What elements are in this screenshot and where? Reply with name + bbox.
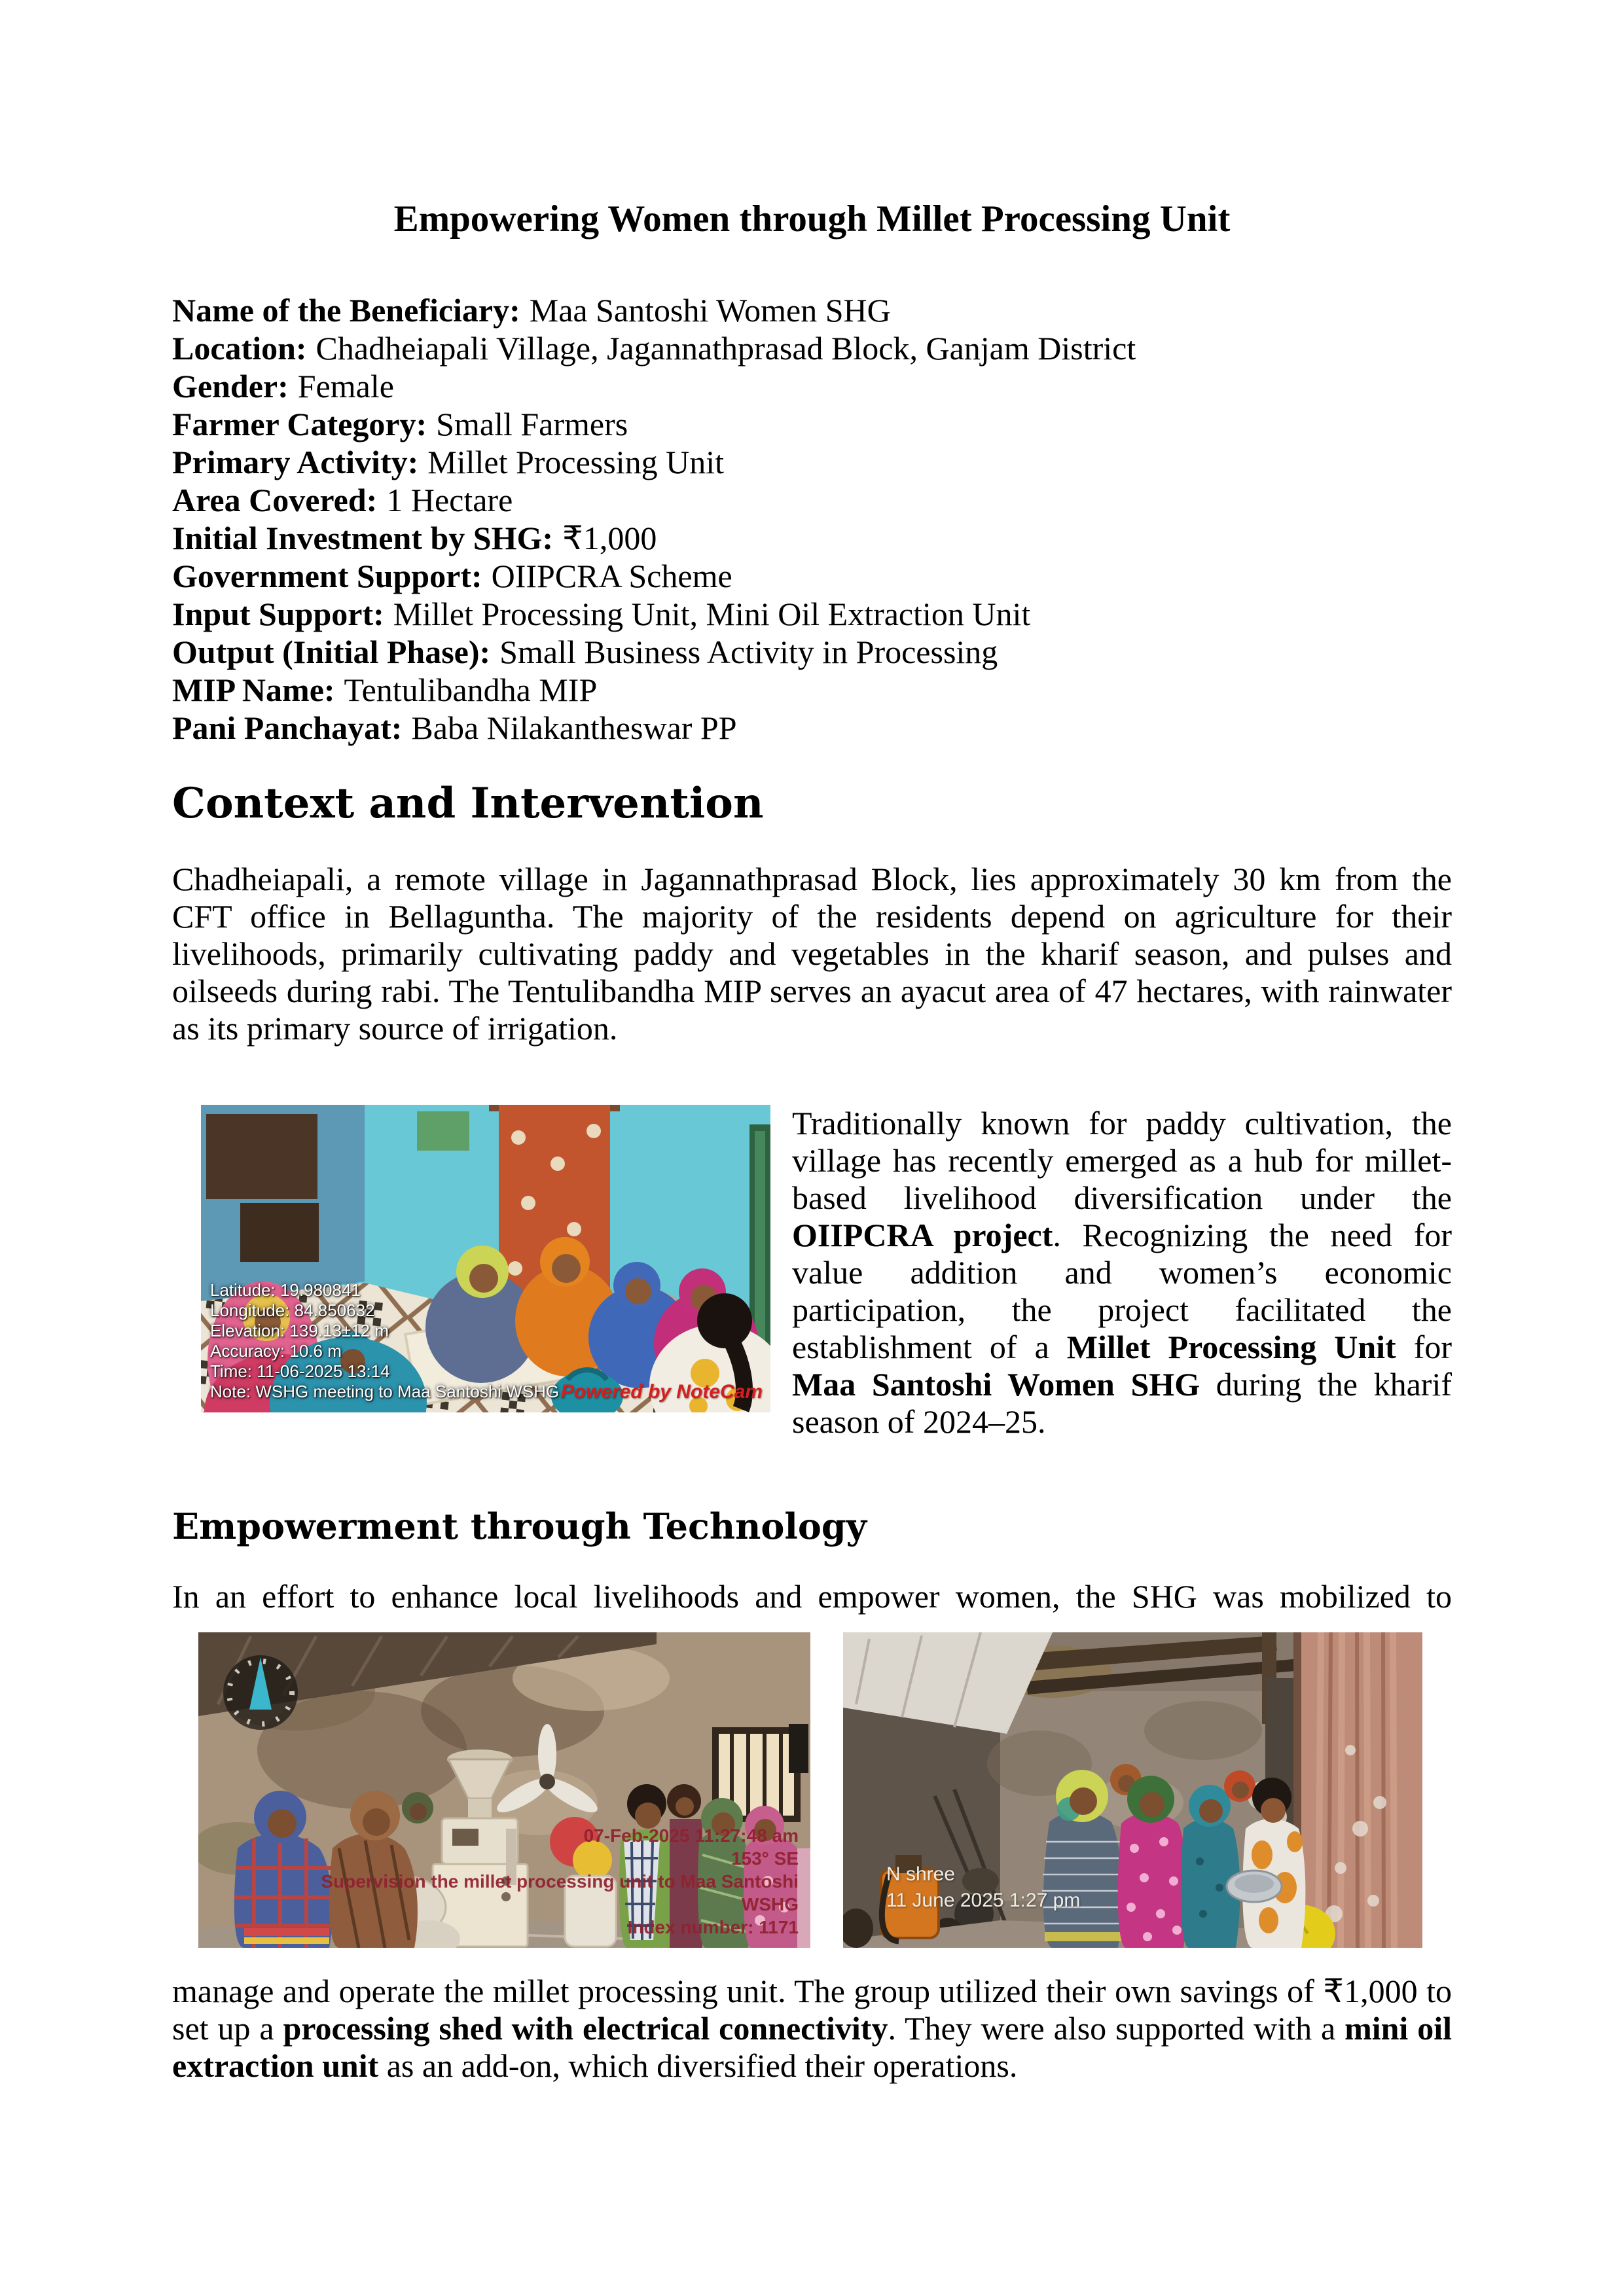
detail-label: Input Support:: [172, 596, 384, 632]
text-run: during the kharif season of 2024–25.: [792, 1366, 1452, 1440]
gps-overlay: [210, 1280, 559, 1402]
detail-line: [172, 633, 1452, 671]
photo-timestamp-overlay: [262, 1824, 799, 1939]
compass-icon: [223, 1655, 298, 1730]
photo-unit-supervision: [198, 1632, 810, 1948]
detail-line: [172, 595, 1452, 633]
door-plank: [1293, 1632, 1422, 1948]
detail-value: Millet Processing Unit, Mini Oil Extraction Unit: [393, 596, 1031, 632]
detail-value: ₹1,000: [562, 520, 657, 556]
gps-accuracy: Accuracy: 10.6 m: [210, 1341, 342, 1361]
detail-value: Millet Processing Unit: [427, 444, 725, 480]
detail-line: [172, 443, 1452, 481]
detail-value: Tentulibandha MIP: [344, 672, 598, 708]
detail-value: Female: [297, 368, 394, 404]
detail-line: [172, 709, 1452, 747]
detail-label: Name of the Beneficiary:: [172, 292, 520, 329]
context-paragraph-2: [792, 1105, 1452, 1441]
detail-line: [172, 671, 1452, 709]
detail-value: Small Farmers: [436, 406, 628, 442]
page-title: Empowering Women through Millet Processing Unit: [393, 198, 1231, 240]
text-run: manage and operate the millet processing unit. The group utilized their own savings of ₹1,000 to set up a: [172, 1973, 1452, 2047]
meeting-photo-row: [172, 1105, 1452, 1441]
gps-longitude: Longitude: 84.850632: [210, 1300, 375, 1320]
detail-value: Chadheiapali Village, Jagannathprasad Block, Ganjam District: [316, 330, 1136, 367]
detail-value: 1 Hectare: [386, 482, 513, 518]
photo-timestamp-overlay: [886, 1861, 1080, 1914]
detail-value: Baba Nilakantheswar PP: [411, 709, 737, 746]
detail-label: MIP Name:: [172, 672, 335, 708]
text-run: for: [1396, 1329, 1453, 1365]
photo-shg-group: [843, 1632, 1422, 1948]
detail-label: Pani Panchayat:: [172, 709, 403, 746]
text-run-bold: Millet Processing Unit: [1066, 1329, 1396, 1365]
text-run: Traditionally known for paddy cultivation, the village has recently emerged as a hub for millet-based livelihood diversification under the: [792, 1105, 1452, 1216]
detail-label: Initial Investment by SHG:: [172, 520, 554, 556]
text-run-bold: mini oil extraction unit: [172, 2010, 1453, 2084]
stamp-index: Index number: 1171: [627, 1917, 799, 1937]
text-run-bold: Maa Santoshi Women SHG: [792, 1366, 1200, 1403]
detail-label: Location:: [172, 330, 307, 367]
section-heading-empowerment: Empowerment through Technology: [172, 1505, 867, 1547]
detail-label: Output (Initial Phase):: [172, 634, 491, 670]
gps-latitude: Latitude: 19.980841: [210, 1280, 361, 1300]
beneficiary-details: [172, 291, 1452, 747]
text-run-bold: processing shed with electrical connectivity: [283, 2010, 888, 2047]
notecam-watermark: Powered by NoteCam: [560, 1381, 763, 1403]
text-run: . Recognizing the need for value addition and women’s economic participation, the project facilitated the establishment of a: [792, 1217, 1453, 1365]
gps-note: Note: WSHG meeting to Maa Santoshi WSHG: [210, 1382, 560, 1401]
detail-line: [172, 519, 1452, 557]
detail-line: [172, 367, 1452, 405]
detail-line: [172, 557, 1452, 595]
detail-line: [172, 291, 1452, 329]
empowerment-intro-line: In an effort to enhance local livelihoods and empower women, the SHG was mobilized to: [172, 1578, 1452, 1615]
detail-label: Gender:: [172, 368, 289, 404]
document-content: [172, 0, 1452, 2085]
gps-time: Time: 11-06-2025 13:14: [210, 1361, 390, 1381]
stamp-datetime: 07-Feb-2025 11:27:48 am: [583, 1825, 799, 1846]
text-run: as an add-on, which diversified their operations.: [378, 2047, 1018, 2084]
detail-label: Farmer Category:: [172, 406, 427, 442]
stamp-author: N shree: [886, 1863, 956, 1885]
detail-value: OIIPCRA Scheme: [491, 558, 732, 594]
stamp-bearing: 153° SE: [731, 1848, 799, 1869]
detail-value: Small Business Activity in Processing: [499, 634, 998, 670]
stamp-datetime: 11 June 2025 1:27 pm: [886, 1890, 1081, 1911]
context-paragraph: Chadheiapali, a remote village in Jagannathprasad Block, lies approximately 30 km from the CFT office in Bellaguntha. The majority of the residents depend on agriculture for their livelihoods, primarily cultivating paddy and vegetables in the kharif season, and pulses and oilseeds during rabi. The Tentulibandha MIP serves an ayacut area of 47 hectares, with rainwater as its primary source of irrigation.: [172, 861, 1452, 1047]
detail-label: Primary Activity:: [172, 444, 419, 480]
section-heading-context: Context and Intervention: [172, 779, 764, 828]
text-run-bold: OIIPCRA project: [792, 1217, 1053, 1253]
text-run: . They were also supported with a: [888, 2010, 1345, 2047]
empowerment-paragraph: [172, 1973, 1452, 2085]
detail-value: Maa Santoshi Women SHG: [529, 292, 891, 329]
detail-line: [172, 329, 1452, 367]
detail-line: [172, 481, 1452, 519]
detail-label: Area Covered:: [172, 482, 378, 518]
gps-elevation: Elevation: 139.13±12 m: [210, 1321, 389, 1340]
detail-label: Government Support:: [172, 558, 482, 594]
detail-line: [172, 405, 1452, 443]
photo-shg-meeting: [201, 1105, 770, 1412]
stamp-caption: Supervision the millet processing unit to Maa Santoshi WSHG: [321, 1871, 799, 1914]
unit-photos-row: [198, 1632, 1452, 1948]
